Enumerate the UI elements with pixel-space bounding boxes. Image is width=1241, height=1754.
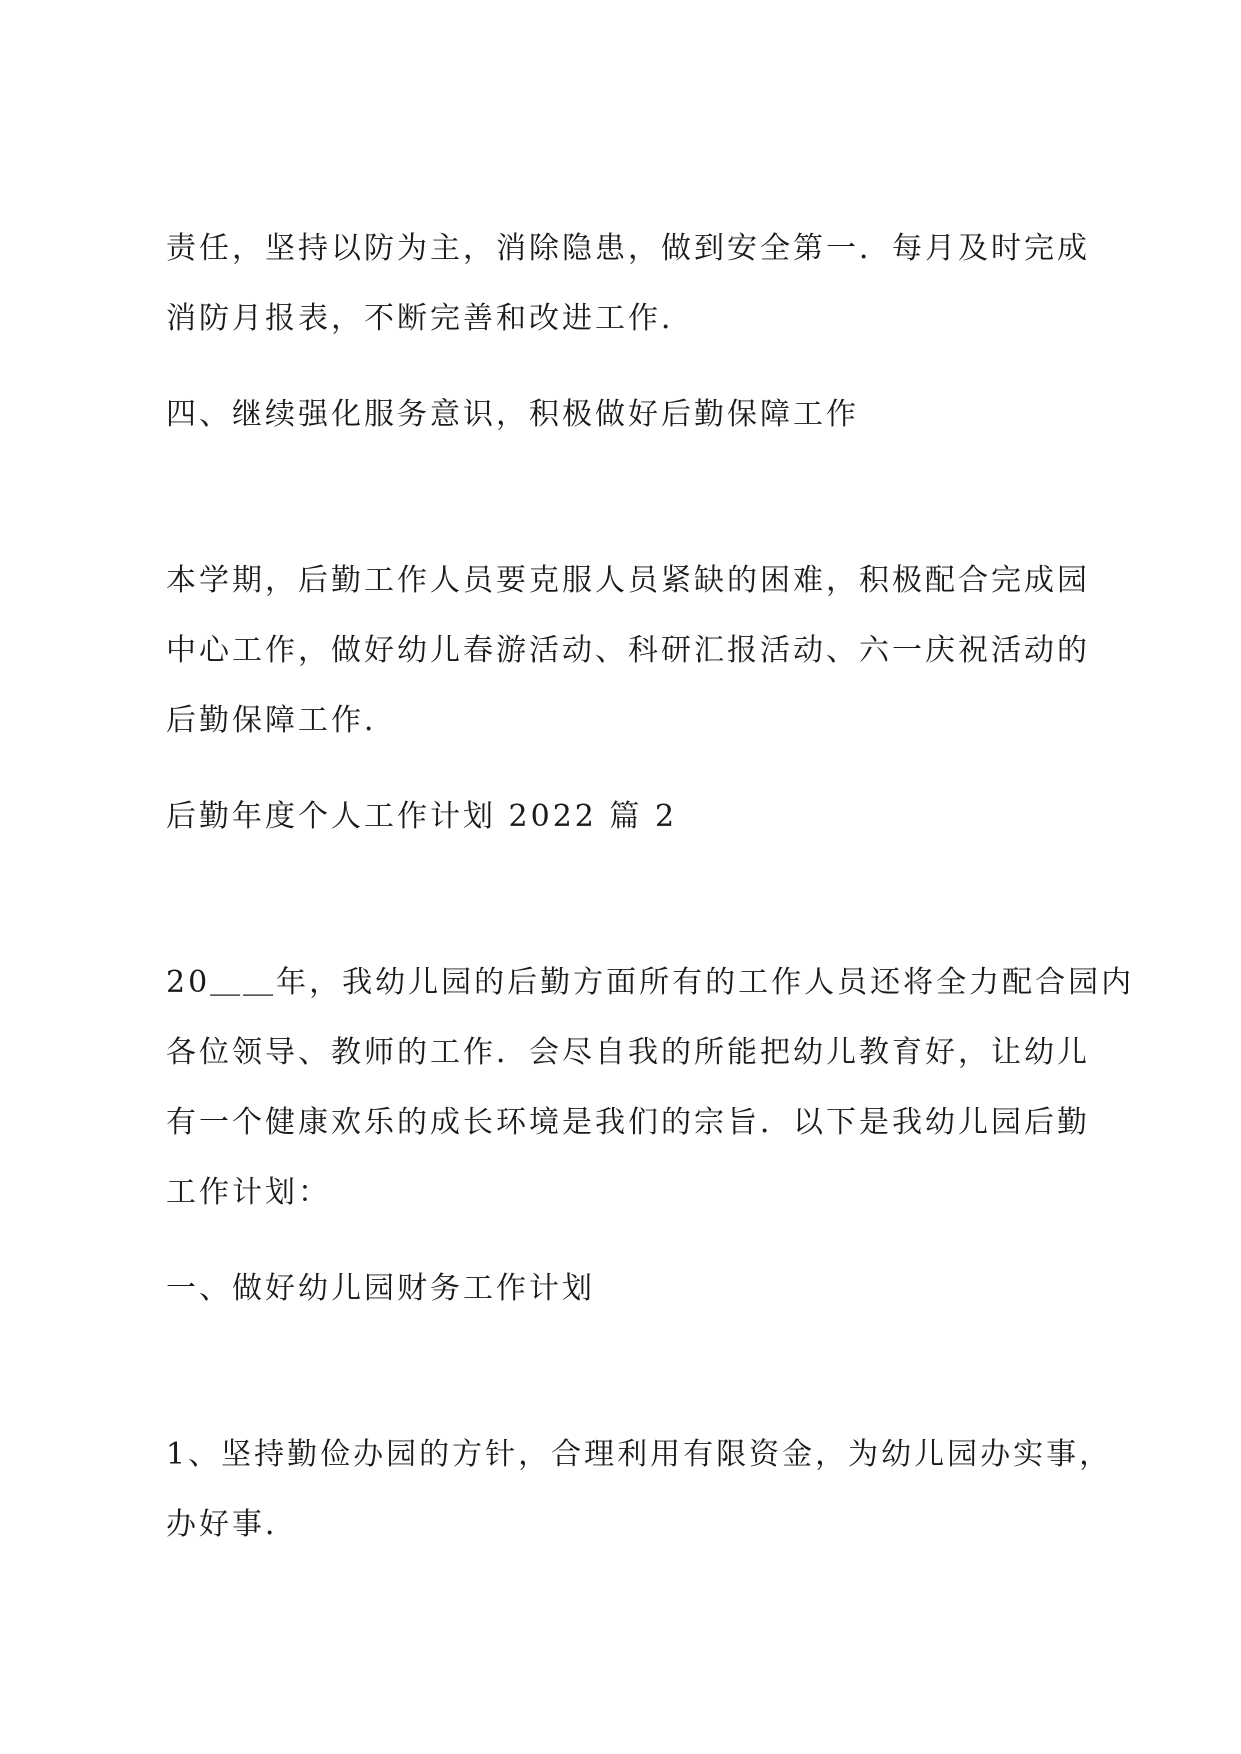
text-line: 四、继续强化服务意识，积极做好后勤保障工作 (166, 397, 859, 432)
article-title-part-2 (166, 782, 1096, 852)
text-line: 责任，坚持以防为主，消除隐患，做到安全第一．每月及时完成 (166, 231, 1090, 266)
text-line: 有一个健康欢乐的成长环境是我们的宗旨．以下是我幼儿园后勤 (166, 1105, 1090, 1140)
text-line: 后勤年度个人工作计划 2022 篇 2 (166, 799, 678, 834)
text-line: 工作计划： (166, 1175, 331, 1210)
text-line: 本学期，后勤工作人员要克服人员紧缺的困难，积极配合完成园 (166, 563, 1090, 598)
text-line: 20＿＿年，我幼儿园的后勤方面所有的工作人员还将全力配合园内 (166, 965, 1135, 1000)
section-heading-4 (166, 380, 1096, 450)
text-line: 消防月报表，不断完善和改进工作． (166, 301, 694, 336)
section-heading-1 (166, 1254, 1096, 1324)
text-line: 后勤保障工作． (166, 703, 397, 738)
text-line: 一、做好幼儿园财务工作计划 (166, 1271, 595, 1306)
paragraph-intro (166, 948, 1135, 1228)
list-item-1 (166, 1420, 1113, 1560)
text-line: 中心工作，做好幼儿春游活动、科研汇报活动、六一庆祝活动的 (166, 633, 1090, 668)
text-line: 办好事． (166, 1507, 298, 1542)
paragraph-fire-safety (166, 214, 1096, 354)
text-line: 各位领导、教师的工作．会尽自我的所能把幼儿教育好，让幼儿 (166, 1035, 1090, 1070)
paragraph-semester (166, 546, 1096, 756)
text-line: 1、坚持勤俭办园的方针，合理利用有限资金，为幼儿园办实事， (166, 1437, 1113, 1472)
